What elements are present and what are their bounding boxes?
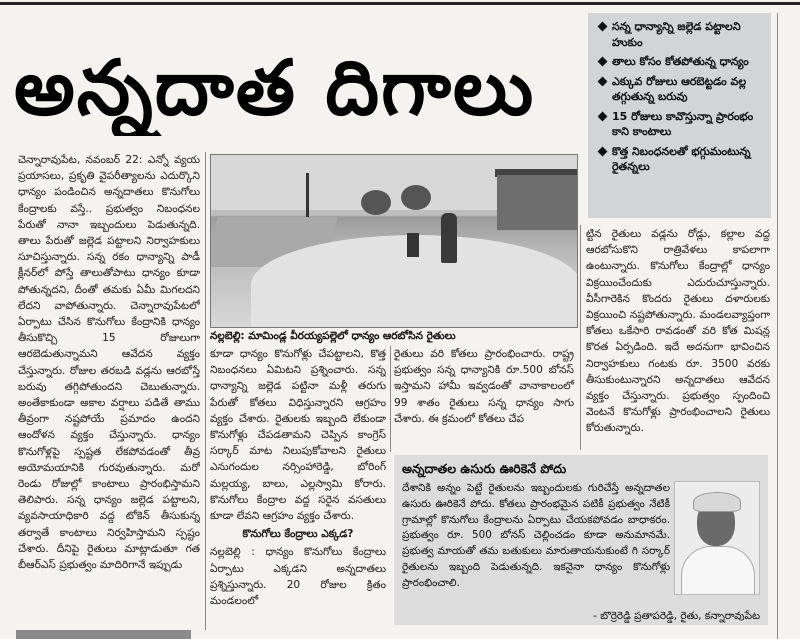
top-rule: [0, 2, 800, 5]
farmer-quote-box: [394, 455, 768, 625]
headline: అన్నదాత దిగాలు: [14, 43, 536, 132]
photo-drum: [407, 233, 419, 257]
photo-pole: [306, 173, 309, 219]
adjacent-photo-edge: [16, 630, 191, 639]
article-column-2: [210, 346, 386, 630]
highlight-item: ఎక్కువ రోజులు ఆరబెట్టడం వల్ల తగ్గుతున్న బరువు: [598, 74, 765, 105]
photo-tree: [361, 190, 391, 215]
photo-caption: నల్లబెల్లి: మామిండ్ల వీరయ్యపల్లెలో ధాన్యం ఆరబోసిన రైతులు: [210, 330, 456, 342]
photo-shed: [497, 175, 577, 230]
quote-box-text: దేశానికి అన్నం పెట్టే రైతులను ఇబ్బందులకు గురిచేస్తే అన్నదాతల ఉసురు ఊరికెనే పోదు. కోతలు ప్రారంభమైన పటికీ ప్రభుత్వం నేటికీ గ్రామాల్లో కొనుగోలు కేంద్రాలను ఏర్పాటు చేయకపోవడం బాధాకరం. ప్రభుత్వం రూ. 500 బోనస్ చెల్లించడం కూడా అనుమానమే. ప్రభుత్వ మాయతో తమ బతుకులు మారుతాయనుకుంటే గి సర్కార్ రైతులను ఇబ్బంది పెడుతున్నది. ఇకనైనా ధాన్యం కొనుగోళ్లు ప్రారంభించాలి.: [402, 482, 670, 589]
highlight-item: సన్న ధాన్యాన్ని జల్లెడ పట్టాలని హుకుం: [598, 19, 765, 50]
quote-box-title: అన్నదాతల ఉసురు ఊరికెనే పోదు: [402, 461, 567, 476]
highlight-item: తాలు కోసం కోతపోతున్న ధాన్యం: [598, 54, 765, 70]
column-divider: [390, 346, 391, 452]
farmer-portrait: [674, 481, 760, 595]
highlight-item: 15 రోజులు కావొస్తున్నా ప్రారంభం కాని కాంటాలు: [598, 109, 765, 140]
adjacent-article-edge: [781, 13, 800, 639]
article-text: రైతులు వరి కోతలు ప్రారంభించారు. రాష్ట్ర ప్రభుత్వం సన్న ధాన్యానికి రూ.500 బోనస్ ఇస్తామని హామీ ఇవ్వడంతో వానాకాలంలో 99 శాతం రైతులు సన్న ధాన్యం సాగు చేశారు. ఈ క్రమంలో కోతలు చేప: [394, 348, 574, 425]
portrait-turban: [693, 492, 741, 512]
column-subhead: కొనుగోలు కేంద్రాలు ఎక్కడ?: [242, 528, 354, 541]
column-divider: [205, 152, 206, 630]
article-text: చెన్నారావుపేట, నవంబర్ 22: ఎన్నో వ్యయ ప్రయాసలు, ప్రకృతి వైపరీత్యాలను ఎదుర్కొని ధాన్యం పండించిన అన్నదాతలు కొనుగోలు కేంద్రాలకు వస్తే.. ప్రభుత్వం నిబంధనల పేరుతో నానా ఇబ్బందులు పెడుతున్నది. తాలు పేరుతో జల్లెడ పట్టాలని నిర్వాహకులు సూచిస్తున్నారు. సన్న రకం ధాన్యాన్ని పాడీ క్లీనర్‌లో పోస్తే తాలుతోపాటు ధాన్యం కూడా పోతున్నదని, దీంతో తమకు ఏమీ మిగలదని లేదని వాపోతున్నారు. చెన్నారావుపేటలో ఏర్పాటు చేసిన కొనుగోలు కేంద్రానికి ధాన్యం తీసుకొచ్చి 15 రోజులుగా ఆరబెడుతున్నామని ఆవేదన వ్యక్తం చేస్తున్నారు. రోజుల తరబడి వడ్లను ఆరబోస్తే బరువు తగ్గిపోతుందని చెబుతున్నారు. అంతేకాకుండా అకాల వర్షాలు పడితే తాము తీవ్రంగా నష్టపోయే ప్రమాదం ఉందని ఆందోళన వ్యక్తం చేస్తున్నారు. ధాన్యం కొనుగోళ్లపై స్పష్టత లేకపోవడంతో తీవ్ర అయోమయానికి గురవుతున్నారు. మరో రెండు రోజుల్లో కాంటాలు ప్రారంభిస్తామని తెలిపారు. సన్న ధాన్యం జల్లెడ పట్టాలని, వ్యవసాయాధికారి వద్ద టోకెన్ తీసుకున్న తర్వాతే కాంటాలు నిర్వహిస్తామని స్పష్టం చేశారు. దీనిపై రైతులు మాట్లాడుతూ గత బీఆర్ఎస్ ప్రభుత్వం మాదిరిగానే ఇప్పుడు: [18, 154, 200, 572]
highlight-item: కొత్త నిబంధనలతో భగ్గుమంటున్న రైతన్నలు: [598, 144, 765, 175]
edge-divider: [777, 13, 778, 639]
quote-attribution: - బొర్రెరెడ్డి ప్రతాపరెడ్డి, రైతు, కన్నారావుపేట: [593, 610, 760, 622]
article-column-3: [394, 346, 574, 450]
article-text: కూడా ధాన్యం కొనుగోళ్లు చేపట్టాలని, కొత్త నిబంధనలు ఏమిటని ప్రశ్నించారు. సన్న ధాన్యాన్ని జల్లెడ పట్టినా మళ్లీ తరుగు పేరుతో కోతలు విధిస్తున్నారని ఆగ్రహం వ్యక్తం చేశారు. రైతులకు ఇబ్బంది లేకుండా కొనుగోళ్లు చేపడతామని చెప్పిన కాంగ్రెస్ సర్కార్ మాట నిలుపుకోవాలని రైతులు ఎనుగందుల నర్సింహారెడ్డి, బోరింగ్ మల్లయ్య, బాలు, ఎల్లస్వామి కోరారు. కొనుగోలు కేంద్రాల వద్ద సరైన వసతులు కూడా లేవని ఆగ్రహం వ్యక్తం చేశారు.: [210, 348, 386, 523]
photo-farmer: [441, 213, 457, 263]
article-text: నల్లబెల్లి : ధాన్యం కొనుగోలు కేంద్రాలు ఏర్పాటు ఎక్కడని అన్నదాతలు ప్రశ్నిస్తున్నారు. 20 రోజుల క్రితం మండలంలో: [210, 546, 386, 608]
photo-tree: [401, 185, 431, 210]
column-divider: [580, 225, 581, 450]
article-column-4: [586, 226, 770, 450]
portrait-shirt: [681, 546, 755, 595]
article-column-1: [18, 152, 200, 630]
article-text: ట్టిన రైతులు వడ్లను రోడ్లు, కల్లాల వద్ద ఆరబోసుకొని రాత్రివేళలు కాపలాగా ఉంటున్నారు. కొనుగోలు కేంద్రాల్లో ధాన్యం విక్రయించేందుకు ఎదురుచూస్తున్నారు. వీసీగారెకిన కొందరు రైతులు దళారులకు విక్రయించి నష్టపోతున్నారు. మండలవ్యాప్తంగా కోతలు ఒకేసారి రావడంతో వరి కోత మిషన్ల కొరత ఏర్పడింది. ఇదే అదనుగా భావించిన నిర్వాహకులు గంటకు రూ. 3500 వరకు తీసుకుంటున్నారని అన్నదాతలు ఆవేదన వ్యక్తం చేస్తున్నారు. ప్రభుత్వం స్పందించి వెంటనే కొనుగోళ్లు ప్రారంభించాలని రైతులు కోరుతున్నారు.: [586, 228, 770, 435]
paddy-drying-photo: [210, 154, 578, 328]
highlights-list: [598, 19, 765, 175]
highlights-box: [588, 13, 771, 218]
